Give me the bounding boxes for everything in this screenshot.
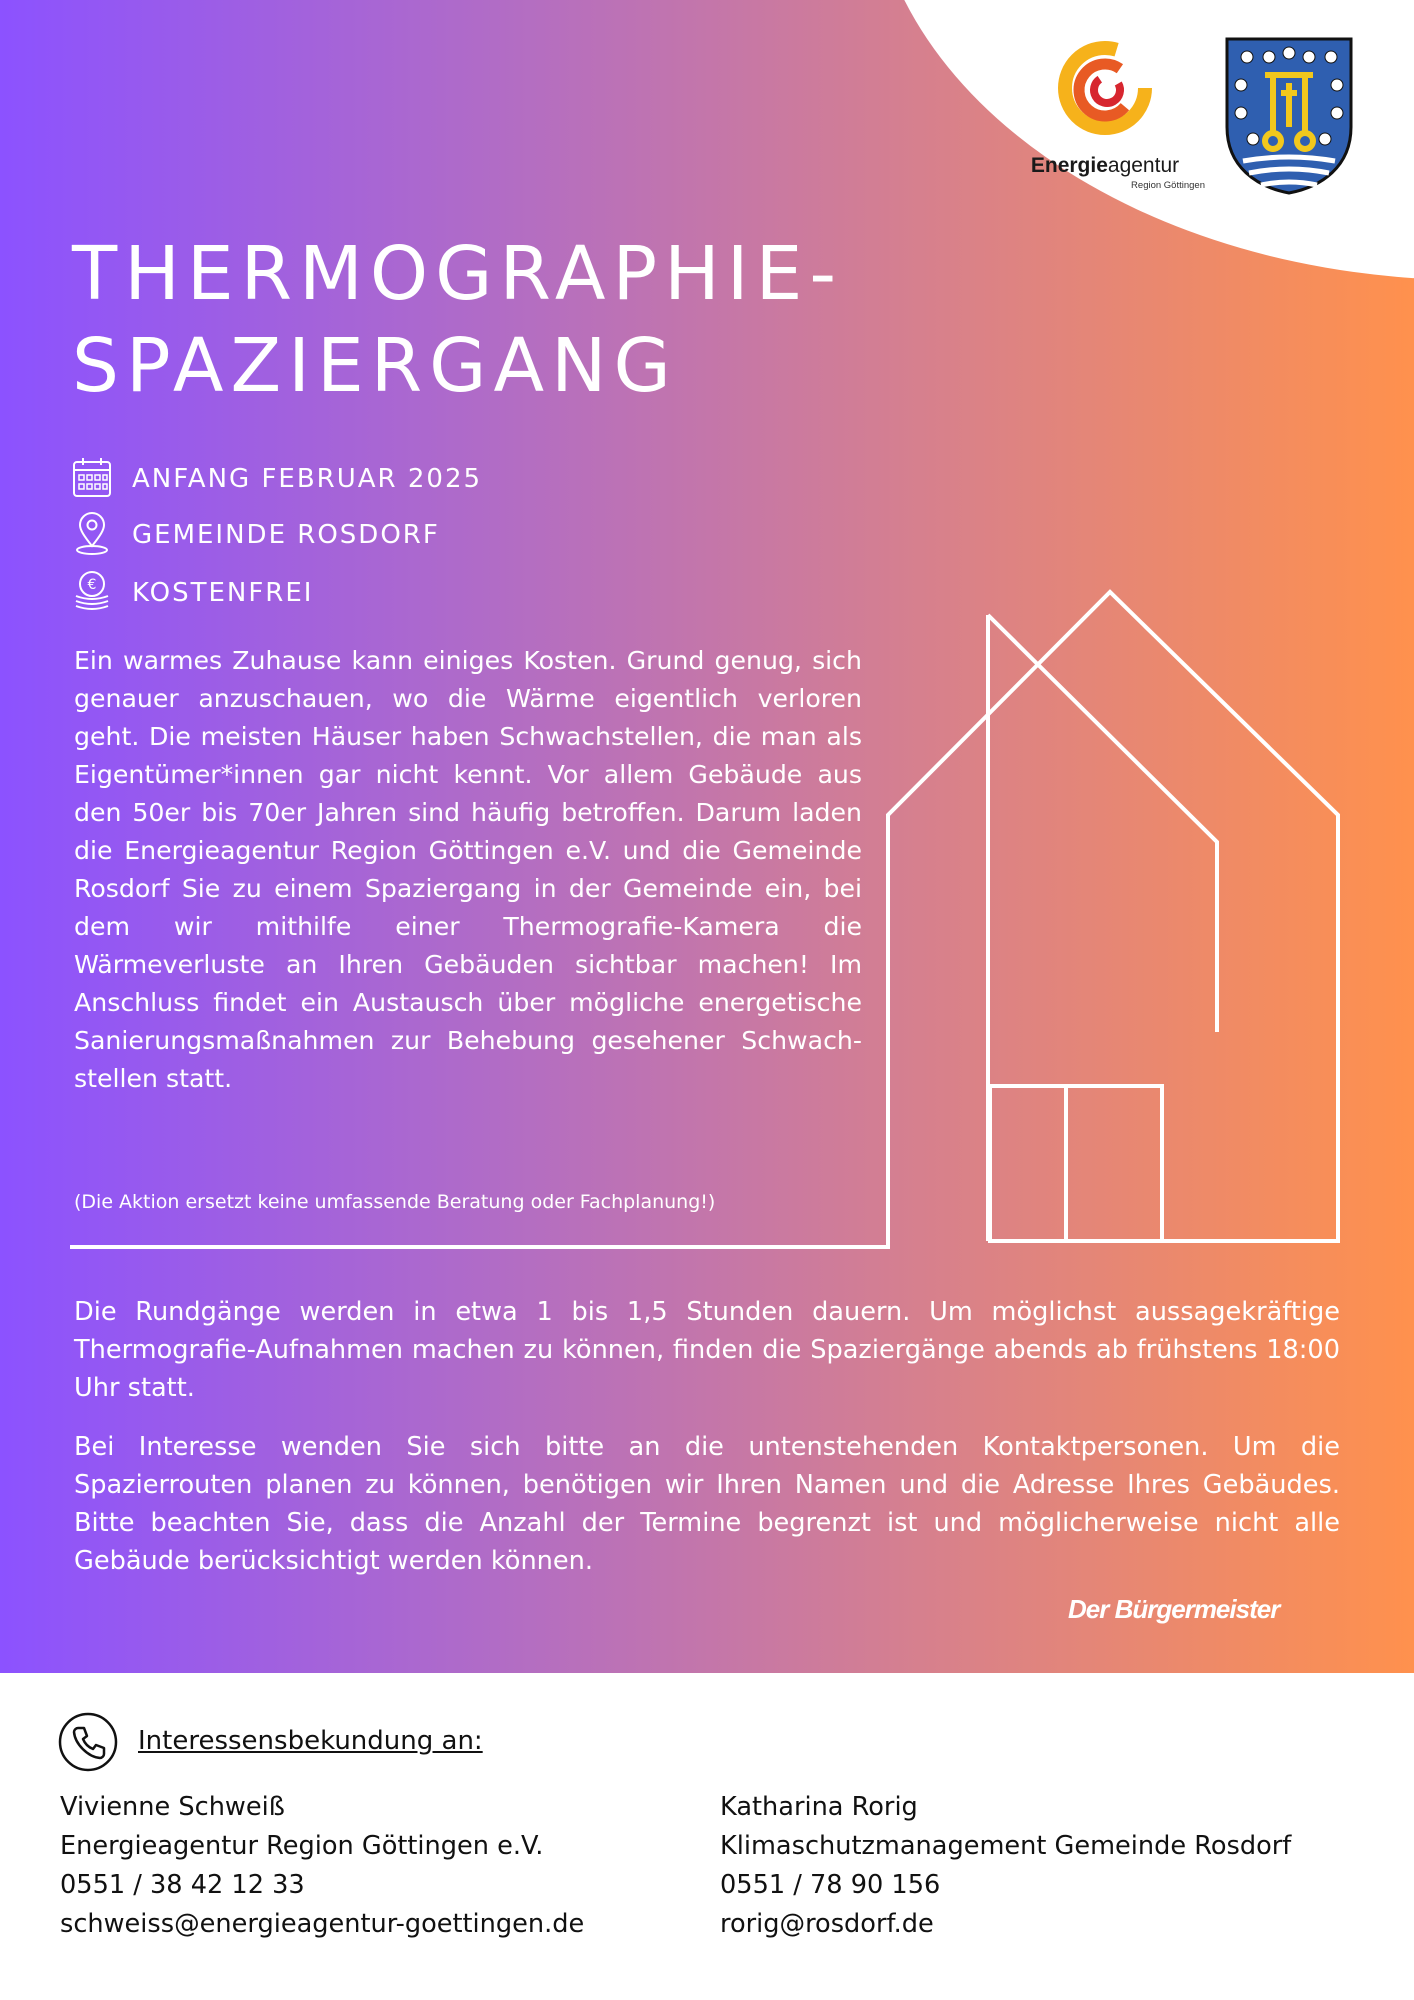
svg-text:€: € bbox=[87, 577, 97, 593]
energieagentur-logo bbox=[1005, 38, 1205, 198]
house-door bbox=[1066, 1086, 1162, 1241]
mayor-signature: Der Bürgermeister bbox=[1068, 1594, 1280, 1624]
logo-bar bbox=[1005, 30, 1385, 200]
info-date-text: ANFANG FEBRUAR 2025 bbox=[132, 464, 483, 494]
energieagentur-swirl-icon bbox=[1055, 38, 1155, 138]
intro-paragraph: Ein warmes Zuhause kann einiges Kosten. Grund genug, sich genauer anzuschauen, wo die Wärme eigentlich verloren geht. Die meisten Häuser haben Schwachstellen, die man als Eigentümer*innen gar nicht kennt. Vor allem Gebäude aus den 50er bis 70er Jahren sind häufig betroffen. Darum laden die Energieagentur Region Göttingen e.V. und die Gemeinde Rosdorf Sie zu einem Spaziergang in der Gemeinde ein, bei dem wir mithilfe einer Thermografie-Kamera die Wärmeverluste an Ihren Gebäuden sichtbar machen! Im Anschluss findet ein Austausch über mögliche energetische Sanierungsmaßnahmen zur Behebung gesehener Schwachstellen statt. bbox=[74, 646, 862, 1093]
contact-right-name: Katharina Rorig bbox=[720, 1792, 918, 1822]
rosdorf-coat-of-arms-icon bbox=[1223, 35, 1355, 195]
info-date bbox=[72, 456, 772, 500]
phone-icon bbox=[58, 1712, 118, 1772]
contact-heading: Interessensbekundung an: bbox=[138, 1726, 483, 1756]
page-title-line-2: SPAZIERGANG bbox=[72, 323, 678, 409]
interest-paragraph: Bei Interesse wenden Sie sich bitte an die untenstehenden Kontaktpersonen. Um die Spazierrouten planen zu können, benötigen wir Ihren Namen und die Adresse Ihres Gebäudes. Bitte beachten Sie, dass die Anzahl der Termine begrenzt ist und möglicherweise nicht alle Gebäude berücksichtigt werden können. bbox=[74, 1432, 1340, 1576]
energieagentur-wordmark: Energieagentur bbox=[1030, 154, 1180, 177]
contact-left-org: Energieagentur Region Göttingen e.V. bbox=[60, 1831, 544, 1861]
info-cost-text: KOSTENFREI bbox=[132, 578, 314, 608]
contact-card-right bbox=[720, 1788, 1291, 1944]
info-location-text: GEMEINDE ROSDORF bbox=[132, 520, 440, 550]
contact-right-phone[interactable]: 0551 / 78 90 156 bbox=[720, 1870, 941, 1900]
contact-right-email[interactable]: rorig@rosdorf.de bbox=[720, 1909, 934, 1939]
contact-left-phone[interactable]: 0551 / 38 42 12 33 bbox=[60, 1870, 305, 1900]
contact-right-org: Klimaschutzmanagement Gemeinde Rosdorf bbox=[720, 1831, 1292, 1861]
duration-paragraph: Die Rundgänge werden in etwa 1 bis 1,5 Stunden dauern. Um möglichst aussagekräftige Thermografie-Aufnahmen machen zu können, finden die Spaziergänge abends ab frühstens 18:00 Uhr statt. bbox=[74, 1297, 1340, 1403]
page-title-line-1: THERMOGRAPHIE- bbox=[72, 231, 844, 317]
house-outline-illustration bbox=[70, 585, 1350, 1260]
calendar-icon bbox=[72, 456, 112, 500]
contact-heading-row bbox=[58, 1712, 658, 1772]
info-location bbox=[72, 512, 772, 556]
contact-left-name: Vivienne Schweiß bbox=[60, 1792, 285, 1822]
energieagentur-region: Region Göttingen bbox=[1131, 180, 1205, 191]
disclaimer-note: (Die Aktion ersetzt keine umfassende Beratung oder Fachplanung!) bbox=[74, 1191, 716, 1213]
contact-left-email[interactable]: schweiss@energieagentur-goettingen.de bbox=[60, 1909, 585, 1939]
location-pin-icon bbox=[72, 512, 112, 556]
contact-card-left bbox=[60, 1788, 584, 1944]
house-baseline bbox=[70, 592, 1338, 1247]
